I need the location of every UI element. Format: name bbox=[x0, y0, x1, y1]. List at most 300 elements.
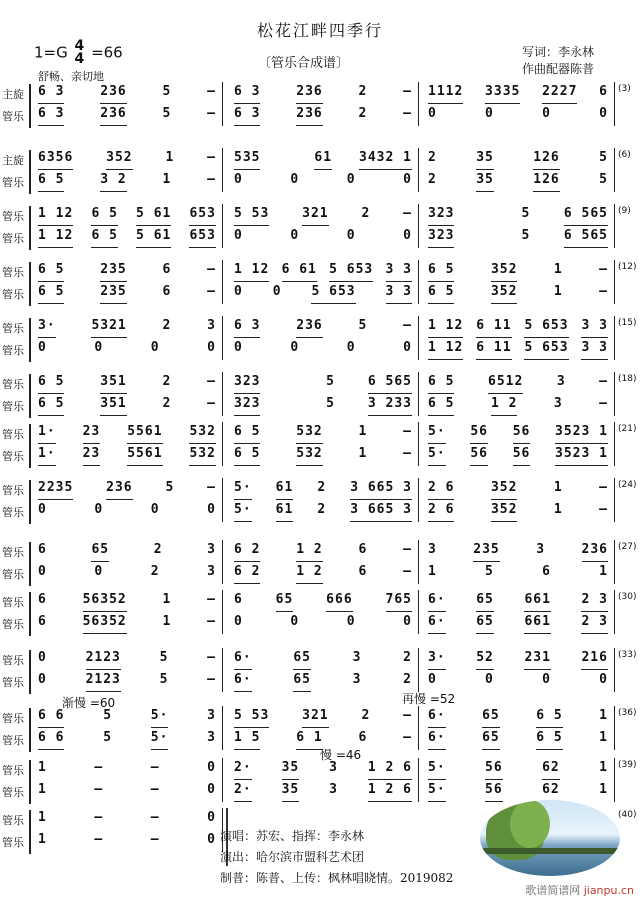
note-group: 1 bbox=[165, 150, 175, 165]
note-group: – bbox=[599, 502, 608, 517]
staff-row bbox=[0, 284, 640, 304]
note-group: 236 bbox=[296, 106, 322, 126]
note-group: 5· bbox=[428, 446, 446, 466]
barline bbox=[222, 706, 223, 750]
lyricist: 写词：李永林 bbox=[522, 45, 595, 59]
note-group: 3 233 bbox=[368, 396, 412, 416]
note-group: 0 bbox=[38, 340, 47, 355]
staff-row bbox=[0, 564, 640, 584]
note-group: 235 bbox=[473, 542, 499, 562]
measure bbox=[424, 340, 612, 360]
measure-number: (27) bbox=[618, 542, 637, 552]
measure bbox=[230, 424, 416, 444]
note-group: 23 bbox=[83, 446, 101, 466]
note-group: 6 3 bbox=[38, 84, 64, 104]
note-group: 5 bbox=[485, 564, 494, 579]
barline bbox=[614, 478, 615, 522]
note-group: – bbox=[403, 84, 412, 99]
note-group: 3 3 bbox=[386, 284, 412, 304]
measure-number: (33) bbox=[618, 650, 637, 660]
note-group: 6512 bbox=[488, 374, 523, 394]
measure bbox=[424, 480, 612, 500]
note-group: 1· bbox=[38, 424, 56, 444]
staff-row bbox=[0, 614, 640, 634]
measure bbox=[424, 502, 612, 522]
measure-number: (30) bbox=[618, 592, 637, 602]
note-group: 126 bbox=[533, 172, 559, 192]
measure-number: (18) bbox=[618, 374, 637, 384]
note-group: – bbox=[207, 396, 216, 411]
note-group: 65 bbox=[476, 614, 494, 634]
note-group: 1 12 bbox=[234, 262, 269, 282]
note-group: 352 bbox=[106, 150, 132, 170]
measure-number: (39) bbox=[618, 760, 637, 770]
note-group: 6 1 bbox=[296, 730, 322, 750]
note-group: 1 bbox=[38, 832, 47, 847]
note-group: 0 bbox=[290, 228, 300, 243]
note-group: 3 3 bbox=[581, 340, 607, 360]
note-group: 3· bbox=[428, 650, 446, 670]
note-group: 56 bbox=[485, 760, 503, 780]
composer: 作曲配器陈普 bbox=[522, 62, 595, 76]
note-group: 3 665 3 bbox=[350, 502, 412, 522]
measure bbox=[230, 564, 416, 584]
part-label: 管乐 bbox=[2, 618, 24, 631]
note-group: – bbox=[150, 810, 160, 825]
measure bbox=[424, 446, 612, 466]
barline bbox=[222, 540, 223, 584]
note-group: 2 6 bbox=[428, 480, 454, 500]
measure bbox=[424, 318, 612, 338]
measure bbox=[230, 374, 416, 394]
note-group: 6 bbox=[542, 564, 551, 579]
note-group: 321 bbox=[302, 708, 328, 728]
note-group: 6 3 bbox=[234, 106, 260, 126]
note-group: 6 2 bbox=[234, 564, 260, 584]
note-group: 1 bbox=[599, 730, 608, 745]
note-group: 3 3 bbox=[386, 262, 412, 282]
note-group: – bbox=[94, 760, 104, 775]
note-group: 5 bbox=[521, 206, 531, 221]
note-group: 1 bbox=[162, 172, 172, 187]
note-group: 0 bbox=[599, 672, 608, 687]
measure bbox=[424, 374, 612, 394]
note-group: – bbox=[599, 262, 608, 277]
measure bbox=[34, 340, 220, 360]
tempo-mark-1-text: 渐慢 bbox=[62, 696, 87, 710]
staff-row bbox=[0, 446, 640, 466]
part-label: 管乐 bbox=[2, 266, 24, 279]
note-group: 6 6 bbox=[38, 730, 64, 750]
note-group: 321 bbox=[302, 206, 328, 226]
note-group: 653 bbox=[189, 206, 215, 226]
measure bbox=[230, 672, 416, 692]
note-group: 6 5 bbox=[38, 172, 64, 192]
staff-row bbox=[0, 782, 640, 802]
note-group: 6 bbox=[38, 592, 47, 607]
note-group: 2 bbox=[162, 396, 172, 411]
part-label: 管乐 bbox=[2, 484, 24, 497]
barline bbox=[614, 148, 615, 192]
note-group: – bbox=[403, 564, 412, 579]
note-group: 2 bbox=[403, 650, 412, 665]
note-group: 0 bbox=[403, 172, 412, 187]
barline bbox=[418, 316, 419, 360]
part-label: 管乐 bbox=[2, 836, 24, 849]
note-group: 3· bbox=[38, 318, 56, 338]
measure bbox=[34, 84, 220, 104]
note-group: 2235 bbox=[38, 480, 73, 500]
note-group: – bbox=[207, 172, 216, 187]
note-group: – bbox=[207, 672, 216, 687]
measure bbox=[230, 708, 416, 728]
measure bbox=[424, 708, 612, 728]
note-group: 653 bbox=[189, 228, 215, 248]
note-group: 6 61 bbox=[282, 262, 317, 282]
note-group: 323 bbox=[428, 206, 454, 226]
tempo-mark-1-value: =60 bbox=[89, 696, 116, 710]
barline bbox=[222, 260, 223, 304]
note-group: 0 bbox=[38, 672, 47, 687]
note-group: 0 bbox=[346, 172, 356, 187]
measure bbox=[230, 614, 416, 634]
note-group: 1 12 bbox=[428, 318, 463, 338]
measure bbox=[424, 284, 612, 304]
note-group: 1 bbox=[38, 782, 47, 797]
barline bbox=[222, 316, 223, 360]
note-group: 2 bbox=[358, 106, 368, 121]
measure bbox=[424, 782, 612, 802]
note-group: 351 bbox=[100, 396, 126, 416]
note-group: 1 bbox=[553, 262, 563, 277]
note-group: 1 2 bbox=[296, 564, 322, 584]
measure bbox=[34, 284, 220, 304]
note-group: 0 bbox=[234, 284, 243, 299]
measure bbox=[424, 84, 612, 104]
measure bbox=[230, 480, 416, 500]
note-group: 0 bbox=[290, 340, 300, 355]
measure bbox=[34, 424, 220, 444]
note-group: 2 bbox=[361, 206, 371, 221]
note-group: 1 bbox=[162, 614, 172, 629]
note-group: 0 bbox=[272, 284, 282, 299]
measure-number: (40) bbox=[618, 810, 637, 820]
note-group: 0 bbox=[94, 564, 104, 579]
measure bbox=[230, 84, 416, 104]
note-group: 6· bbox=[234, 672, 252, 692]
staff-row bbox=[0, 340, 640, 360]
note-group: 35 bbox=[282, 760, 300, 780]
note-group: 0 bbox=[207, 760, 216, 775]
barline bbox=[614, 422, 615, 466]
tempo-mark-3 bbox=[320, 746, 361, 763]
note-group: – bbox=[207, 262, 216, 277]
note-group: 3 bbox=[207, 730, 216, 745]
barline bbox=[614, 706, 615, 750]
note-group: 6 565 bbox=[368, 374, 412, 394]
barline bbox=[222, 148, 223, 192]
measure bbox=[34, 374, 220, 394]
barline bbox=[418, 148, 419, 192]
note-group: 6 11 bbox=[476, 340, 511, 360]
note-group: 0 bbox=[403, 340, 412, 355]
note-group: 6 5 bbox=[428, 284, 454, 304]
measure bbox=[230, 760, 416, 780]
note-group: 765 bbox=[386, 592, 412, 612]
note-group: 6 5 bbox=[38, 284, 64, 304]
note-group: – bbox=[94, 810, 104, 825]
note-group: 3 bbox=[207, 564, 216, 579]
note-group: 661 bbox=[524, 592, 550, 612]
note-group: 6 3 bbox=[234, 84, 260, 104]
note-group: 1 12 bbox=[428, 340, 463, 360]
part-label: 管乐 bbox=[2, 400, 24, 413]
barline bbox=[418, 706, 419, 750]
staff-row bbox=[0, 84, 640, 104]
tempo-mark-1 bbox=[62, 694, 115, 711]
note-group: 352 bbox=[491, 480, 517, 500]
note-group: 1 2 6 bbox=[368, 782, 412, 802]
note-group: 3523 1 bbox=[555, 446, 608, 466]
barline bbox=[614, 540, 615, 584]
note-group: 532 bbox=[296, 424, 322, 444]
note-group: 6 5 bbox=[38, 396, 64, 416]
barline bbox=[614, 590, 615, 634]
measure bbox=[230, 396, 416, 416]
measure bbox=[424, 564, 612, 584]
note-group: 65 bbox=[91, 542, 109, 562]
note-group: 56 bbox=[470, 446, 488, 466]
staff-row bbox=[0, 480, 640, 500]
measure bbox=[230, 228, 416, 248]
measure bbox=[424, 760, 612, 780]
note-group: 0 bbox=[428, 672, 437, 687]
note-group: 5 bbox=[165, 480, 175, 495]
note-group: 6· bbox=[428, 730, 446, 750]
measure bbox=[230, 542, 416, 562]
note-group: 5 bbox=[326, 374, 335, 389]
barline bbox=[222, 478, 223, 522]
note-group: 0 bbox=[428, 106, 437, 121]
note-group: 0 bbox=[290, 172, 300, 187]
note-group: 5· bbox=[428, 760, 446, 780]
note-group: 2 bbox=[428, 172, 437, 187]
barline bbox=[222, 422, 223, 466]
note-group: 0 bbox=[542, 672, 551, 687]
credits-header bbox=[522, 44, 594, 78]
note-group: 236 bbox=[582, 542, 608, 562]
note-group: 3 bbox=[352, 672, 362, 687]
note-group: 323 bbox=[428, 228, 454, 248]
note-group: 0 bbox=[599, 106, 608, 121]
part-label: 管乐 bbox=[2, 344, 24, 357]
staff-row bbox=[0, 650, 640, 670]
note-group: 65 bbox=[276, 592, 294, 612]
measure bbox=[230, 650, 416, 670]
note-group: 5 653 bbox=[311, 284, 355, 304]
note-group: 666 bbox=[326, 592, 352, 612]
note-group: 2 bbox=[317, 480, 327, 495]
measure bbox=[230, 106, 416, 126]
willow-tree-2 bbox=[510, 800, 550, 848]
note-group: 61 bbox=[314, 150, 332, 170]
note-group: 1 bbox=[553, 284, 563, 299]
note-group: 5 bbox=[159, 672, 169, 687]
note-group: 1 5 bbox=[234, 730, 260, 750]
measure bbox=[34, 564, 220, 584]
note-group: 6 bbox=[234, 592, 243, 607]
note-group: 2 bbox=[361, 708, 371, 723]
note-group: 0 bbox=[542, 106, 551, 121]
watermark-en: jianpu.cn bbox=[583, 884, 634, 897]
note-group: 236 bbox=[100, 106, 126, 126]
part-label: 管乐 bbox=[2, 764, 24, 777]
note-group: – bbox=[403, 446, 412, 461]
note-group: 6 5 bbox=[428, 262, 454, 282]
measure bbox=[34, 592, 220, 612]
measure bbox=[230, 172, 416, 192]
note-group: 5561 bbox=[127, 424, 162, 444]
note-group: – bbox=[599, 374, 608, 389]
measure bbox=[34, 318, 220, 338]
note-group: 56 bbox=[485, 782, 503, 802]
note-group: 3 bbox=[207, 318, 216, 333]
note-group: – bbox=[403, 318, 412, 333]
note-group: 2 bbox=[317, 502, 327, 517]
note-group: 65 bbox=[293, 650, 311, 670]
measure bbox=[34, 542, 220, 562]
note-group: 65 bbox=[482, 708, 500, 728]
measure-number: (24) bbox=[618, 480, 637, 490]
note-group: 3 bbox=[329, 760, 338, 775]
note-group: 1 2 bbox=[491, 396, 517, 416]
note-group: 1 12 bbox=[38, 228, 73, 248]
note-group: – bbox=[403, 424, 412, 439]
part-label: 管乐 bbox=[2, 322, 24, 335]
note-group: 6 5 bbox=[536, 730, 562, 750]
staff-row bbox=[0, 150, 640, 170]
part-label: 管乐 bbox=[2, 654, 24, 667]
note-group: 0 bbox=[290, 614, 300, 629]
note-group: 0 bbox=[38, 502, 47, 517]
note-group: 0 bbox=[207, 782, 216, 797]
measure bbox=[424, 206, 612, 226]
note-group: 23 bbox=[83, 424, 101, 444]
note-group: 352 bbox=[491, 502, 517, 522]
measure bbox=[230, 782, 416, 802]
note-group: 5 61 bbox=[136, 228, 171, 248]
barline bbox=[222, 82, 223, 126]
note-group: 532 bbox=[296, 446, 322, 466]
note-group: 6 5 bbox=[428, 374, 454, 394]
note-group: 351 bbox=[100, 374, 126, 394]
note-group: – bbox=[403, 206, 412, 221]
note-group: 5321 bbox=[91, 318, 126, 338]
note-group: 532 bbox=[189, 446, 215, 466]
barline bbox=[614, 316, 615, 360]
measure bbox=[424, 730, 612, 750]
measure bbox=[34, 502, 220, 522]
note-group: 6 565 bbox=[564, 206, 608, 226]
note-group: 65 bbox=[482, 730, 500, 750]
measure bbox=[34, 396, 220, 416]
part-label: 管乐 bbox=[2, 450, 24, 463]
note-group: – bbox=[150, 782, 160, 797]
staff-row bbox=[0, 592, 640, 612]
note-group: 3 bbox=[352, 650, 362, 665]
part-label: 管乐 bbox=[2, 596, 24, 609]
note-group: – bbox=[599, 480, 608, 495]
note-group: 1 bbox=[38, 810, 47, 825]
note-group: 2 bbox=[403, 672, 412, 687]
note-group: 2 3 bbox=[581, 614, 607, 634]
note-group: 1 bbox=[553, 502, 563, 517]
note-group: 5 bbox=[358, 318, 368, 333]
note-group: 6 5 bbox=[91, 228, 117, 248]
time-signature bbox=[75, 40, 85, 66]
note-group: 236 bbox=[296, 318, 322, 338]
note-group: 6356 bbox=[38, 150, 73, 170]
barline bbox=[614, 204, 615, 248]
note-group: 6 11 bbox=[476, 318, 511, 338]
note-group: 0 bbox=[207, 502, 216, 517]
note-group: 2 3 bbox=[581, 592, 607, 612]
note-group: 35 bbox=[476, 172, 494, 192]
measure bbox=[230, 446, 416, 466]
note-group: 56352 bbox=[83, 614, 127, 634]
note-group: 3 bbox=[428, 542, 437, 557]
measure bbox=[34, 206, 220, 226]
note-group: – bbox=[207, 592, 216, 607]
tempo-mark-3-text: 慢 bbox=[320, 748, 333, 762]
song-title: 松花江畔四季行 bbox=[256, 21, 383, 40]
tempo-mark-2-text: 再慢 bbox=[402, 692, 427, 706]
note-group: – bbox=[150, 832, 160, 847]
staff-row bbox=[0, 708, 640, 728]
note-group: – bbox=[403, 542, 412, 557]
note-group: 5 bbox=[162, 106, 172, 121]
time-top: 4 bbox=[74, 38, 85, 54]
note-group: 1 bbox=[599, 782, 608, 797]
measure bbox=[34, 708, 220, 728]
barline bbox=[222, 372, 223, 416]
note-group: 56 bbox=[513, 424, 531, 444]
note-group: 6 3 bbox=[234, 318, 260, 338]
note-group: 5 653 bbox=[329, 262, 373, 282]
note-group: 3523 1 bbox=[555, 424, 608, 444]
note-group: 0 bbox=[485, 672, 494, 687]
staff-row bbox=[0, 262, 640, 282]
measure bbox=[230, 340, 416, 360]
staff-row bbox=[0, 206, 640, 226]
note-group: 5· bbox=[428, 424, 446, 444]
note-group: – bbox=[207, 106, 216, 121]
note-group: 5 bbox=[326, 396, 335, 411]
part-label: 管乐 bbox=[2, 506, 24, 519]
note-group: 6 565 bbox=[564, 228, 608, 248]
note-group: 6 5 bbox=[234, 446, 260, 466]
part-label: 管乐 bbox=[2, 734, 24, 747]
barline bbox=[614, 758, 615, 802]
measure bbox=[230, 502, 416, 522]
measure bbox=[34, 760, 220, 780]
part-label: 管乐 bbox=[2, 568, 24, 581]
measure-number: (6) bbox=[618, 150, 631, 160]
note-group: 2227 bbox=[542, 84, 577, 104]
note-group: 236 bbox=[296, 84, 322, 104]
note-group: 532 bbox=[189, 424, 215, 444]
note-group: 323 bbox=[234, 396, 260, 416]
